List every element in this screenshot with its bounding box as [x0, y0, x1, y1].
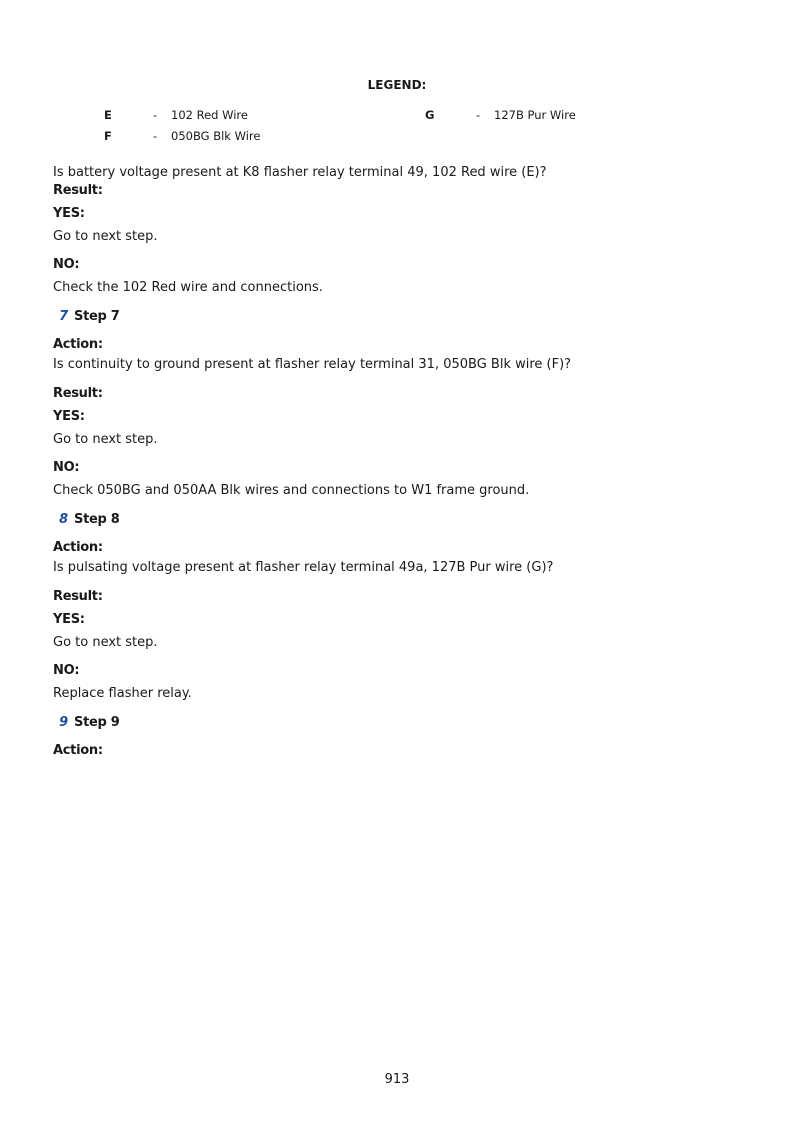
- step9-title: Step 9: [74, 715, 120, 730]
- legend-entry-g: [0, 108, 794, 124]
- legend-key: F: [104, 129, 112, 143]
- step9-heading: [53, 714, 753, 732]
- step6-result-label: Result:: [53, 183, 103, 198]
- step8-yes-text: Go to next step.: [53, 635, 158, 650]
- step6-yes-text: Go to next step.: [53, 229, 158, 244]
- step8-no-label: NO:: [53, 663, 80, 678]
- step8-no-text: Replace flasher relay.: [53, 686, 192, 701]
- legend-dash: -: [153, 129, 158, 143]
- step7-heading: [53, 308, 753, 326]
- step9-action-label: Action:: [53, 743, 103, 758]
- step7-yes-text: Go to next step.: [53, 432, 158, 447]
- step8-title: Step 8: [74, 512, 120, 527]
- step7-question: Is continuity to ground present at flasher relay terminal 31, 050BG Blk wire (F)?: [53, 357, 572, 372]
- legend-key: G: [425, 108, 435, 122]
- step8-number: 8: [59, 512, 68, 527]
- legend-dash: -: [153, 108, 158, 122]
- step6-no-label: NO:: [53, 257, 80, 272]
- legend-dash: -: [476, 108, 481, 122]
- legend-value: 102 Red Wire: [171, 108, 248, 122]
- step7-no-text: Check 050BG and 050AA Blk wires and connections to W1 frame ground.: [53, 483, 530, 498]
- step7-yes-label: YES:: [53, 409, 85, 424]
- step6-no-text: Check the 102 Red wire and connections.: [53, 280, 323, 295]
- step7-number: 7: [59, 309, 68, 324]
- step7-result-label: Result:: [53, 386, 103, 401]
- step8-question: Is pulsating voltage present at flasher relay terminal 49a, 127B Pur wire (G)?: [53, 560, 554, 575]
- step9-number: 9: [59, 715, 68, 730]
- legend-title: LEGEND:: [367, 78, 427, 92]
- legend-value: 050BG Blk Wire: [171, 129, 261, 143]
- step8-heading: [53, 511, 753, 529]
- step7-title: Step 7: [74, 309, 120, 324]
- page-number: 913: [384, 1072, 410, 1087]
- step7-action-label: Action:: [53, 337, 103, 352]
- step7-no-label: NO:: [53, 460, 80, 475]
- step8-result-label: Result:: [53, 589, 103, 604]
- legend-entry-f: [0, 129, 794, 145]
- step8-action-label: Action:: [53, 540, 103, 555]
- procedure-content: [53, 164, 753, 760]
- step8-yes-label: YES:: [53, 612, 85, 627]
- step6-question: Is battery voltage present at K8 flasher relay terminal 49, 102 Red wire (E)?: [53, 165, 547, 180]
- legend-value: 127B Pur Wire: [494, 108, 576, 122]
- legend-key: E: [104, 108, 112, 122]
- step6-yes-label: YES:: [53, 206, 85, 221]
